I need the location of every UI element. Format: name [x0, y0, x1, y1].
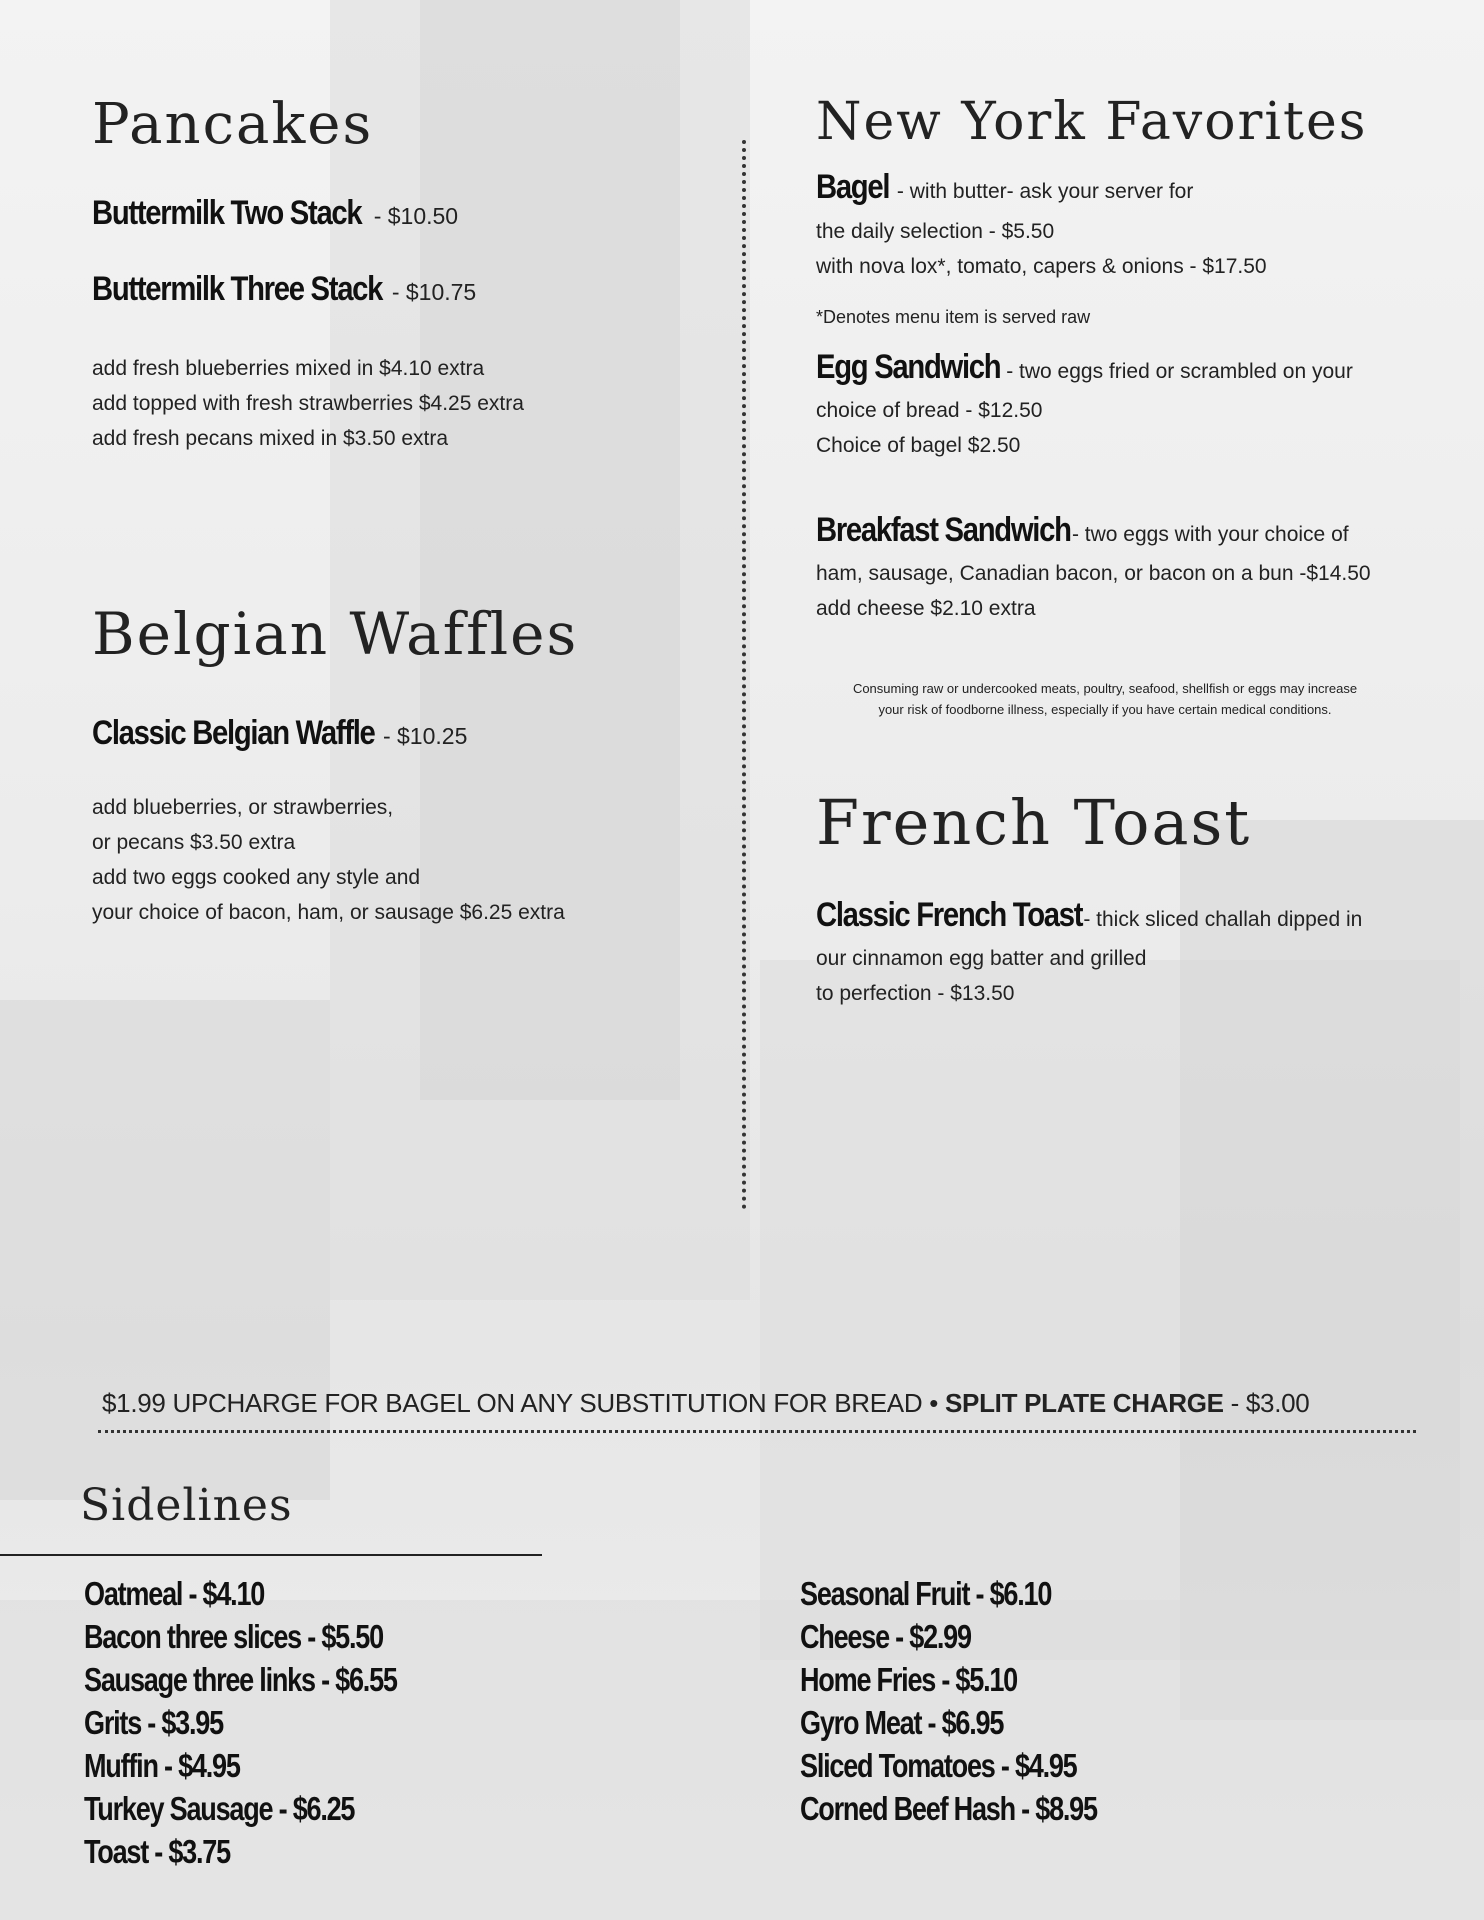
side-item: Sliced Tomatoes - $4.95 — [800, 1747, 1077, 1784]
item-name: Buttermilk Three Stack — [92, 270, 383, 308]
split-plate-price: - $3.00 — [1230, 1388, 1310, 1418]
item-desc: choice of bread - $12.50 — [816, 399, 1043, 422]
addon-line: add two eggs cooked any style and — [92, 866, 421, 889]
french-toast-heading: French Toast — [816, 786, 1252, 859]
side-item: Home Fries - $5.10 — [800, 1661, 1018, 1698]
section-divider — [98, 1430, 1416, 1433]
item-desc: our cinnamon egg batter and grilled — [816, 947, 1147, 970]
side-item: Muffin - $4.95 — [84, 1747, 240, 1784]
item-desc: add cheese $2.10 extra — [816, 597, 1036, 620]
item-name: Classic French Toast — [816, 896, 1083, 934]
addon-line: add blueberries, or strawberries, — [92, 796, 394, 819]
menu-item-french-toast — [816, 898, 1362, 937]
upcharge-banner — [102, 1388, 1309, 1419]
side-item: Bacon three slices - $5.50 — [84, 1618, 383, 1655]
menu-item-breakfast — [816, 513, 1349, 552]
item-name: Classic Belgian Waffle — [92, 714, 375, 752]
pancakes-heading: Pancakes — [92, 92, 374, 157]
side-item: Sausage three links - $6.55 — [84, 1661, 397, 1698]
side-item: Seasonal Fruit - $6.10 — [800, 1575, 1052, 1612]
item-desc: - two eggs with your choice of — [1066, 523, 1349, 546]
side-item: Turkey Sausage - $6.25 — [84, 1790, 355, 1827]
item-name: Egg Sandwich — [816, 348, 1001, 386]
item-name: Bagel — [816, 168, 890, 206]
split-plate-label: SPLIT PLATE CHARGE — [944, 1388, 1224, 1418]
item-desc: - with butter- ask your server for — [891, 180, 1194, 203]
addon-line: add fresh pecans mixed in $3.50 extra — [92, 427, 449, 450]
sidelines-rule — [0, 1554, 542, 1556]
addon-line: add fresh blueberries mixed in $4.10 extra — [92, 357, 485, 380]
item-price: - $10.75 — [391, 279, 477, 305]
menu-item-bagel — [816, 170, 1193, 209]
item-desc: - thick sliced challah dipped in — [1077, 908, 1363, 931]
side-item: Corned Beef Hash - $8.95 — [800, 1790, 1097, 1827]
item-price: - $10.25 — [382, 723, 468, 749]
item-name: Breakfast Sandwich — [816, 511, 1071, 549]
side-item: Grits - $3.95 — [84, 1704, 223, 1741]
side-item: Toast - $3.75 — [84, 1833, 230, 1870]
item-desc: with nova lox*, tomato, capers & onions - $17.50 — [816, 255, 1267, 278]
menu-item — [92, 714, 509, 754]
menu-item — [92, 194, 494, 234]
side-item: Gyro Meat - $6.95 — [800, 1704, 1004, 1741]
sidelines-right-list — [800, 1572, 1162, 1830]
menu-item-egg — [816, 350, 1353, 389]
raw-note: *Denotes menu item is served raw — [816, 307, 1091, 327]
item-name: Buttermilk Two Stack — [92, 194, 362, 232]
sidelines-left-list — [84, 1572, 465, 1873]
sidelines-heading: Sidelines — [80, 1480, 293, 1531]
side-item: Cheese - $2.99 — [800, 1618, 971, 1655]
item-desc: to perfection - $13.50 — [816, 982, 1015, 1005]
menu-item — [92, 270, 518, 310]
addon-line: your choice of bacon, ham, or sausage $6.25 extra — [92, 901, 565, 924]
addon-line: or pecans $3.50 extra — [92, 831, 296, 854]
addon-line: add topped with fresh strawberries $4.25 extra — [92, 392, 524, 415]
item-desc: Choice of bagel $2.50 — [816, 434, 1021, 457]
ny-heading: New York Favorites — [816, 92, 1368, 152]
side-item: Oatmeal - $4.10 — [84, 1575, 265, 1612]
waffles-heading: Belgian Waffles — [92, 600, 579, 668]
upcharge-text: $1.99 UPCHARGE FOR BAGEL ON ANY SUBSTITUTION FOR BREAD • — [102, 1388, 939, 1418]
column-divider — [742, 140, 746, 1210]
item-price: - $10.50 — [373, 203, 459, 229]
item-desc: the daily selection - $5.50 — [816, 220, 1055, 243]
food-warning-line: your risk of foodborne illness, especially if you have certain medical conditions. — [878, 702, 1332, 717]
item-desc: - two eggs fried or scrambled on your — [1000, 360, 1353, 383]
item-desc: ham, sausage, Canadian bacon, or bacon on a bun -$14.50 — [816, 562, 1371, 585]
food-warning-line: Consuming raw or undercooked meats, poultry, seafood, shellfish or eggs may increase — [852, 681, 1358, 696]
